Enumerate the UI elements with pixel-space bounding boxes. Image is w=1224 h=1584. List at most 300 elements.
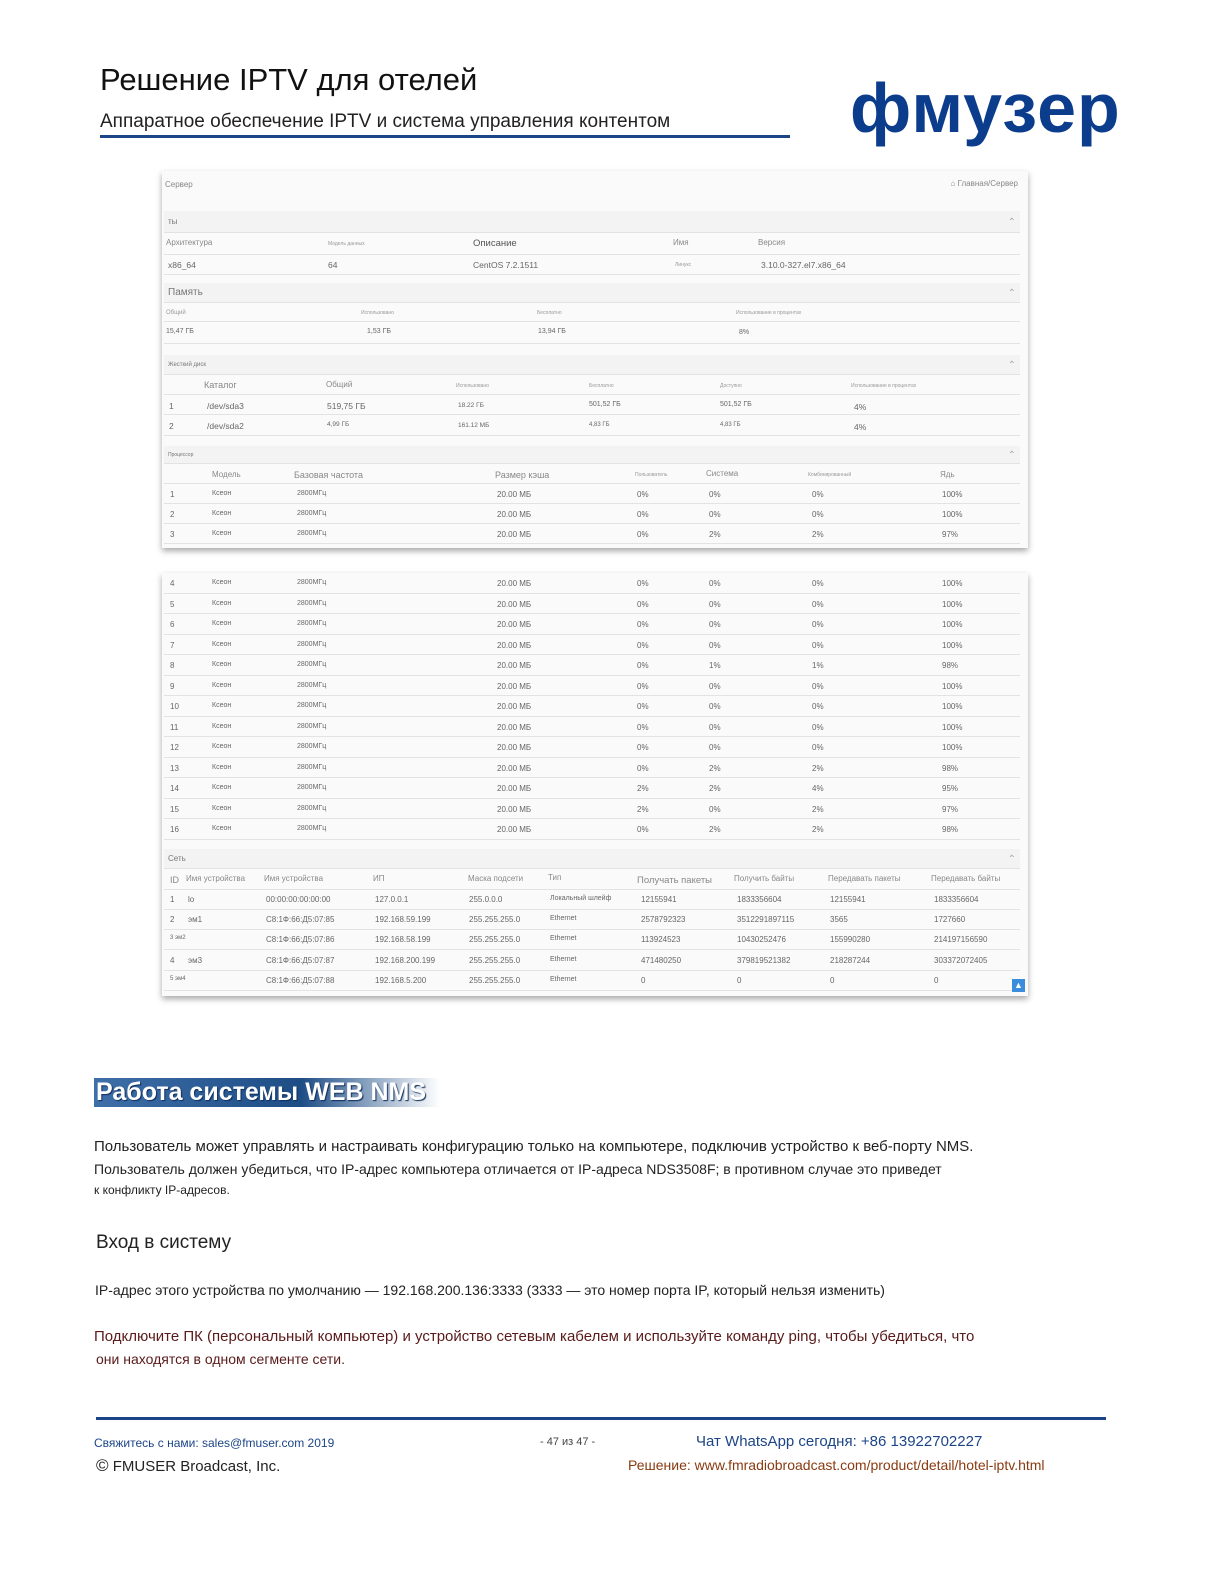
cpu-header: Размер кэша	[495, 470, 550, 480]
net-header: Имя устройства	[264, 874, 324, 883]
cpu-cell: 2%	[812, 804, 824, 814]
net-cell: 1833356604	[934, 895, 979, 904]
disk-panel-title: Жесткий диск	[168, 362, 207, 368]
cpu-cell: Ксеон	[212, 640, 232, 648]
net-cell: Ethernet	[550, 975, 577, 983]
net-header: Тип	[548, 873, 562, 882]
cpu-cell: 2800МГц	[297, 763, 327, 771]
cpu-cell: 100%	[942, 510, 963, 519]
cpu-cell: 0%	[812, 599, 824, 609]
header-divider	[100, 135, 790, 138]
cpu-cell: 2800МГц	[297, 661, 327, 668]
net-cell: 218287244	[830, 955, 871, 965]
cpu-cell: 2	[170, 510, 175, 519]
net-cell: эм1	[188, 915, 203, 925]
network-panel-header[interactable]	[164, 849, 1020, 869]
net-cell: 303372072405	[934, 955, 988, 965]
cpu-cell: 8	[170, 661, 175, 670]
net-cell: Ethernet	[550, 915, 577, 923]
chevron-up-icon[interactable]: ⌃	[1007, 217, 1016, 228]
net-cell: 3565	[830, 915, 848, 925]
table-row	[164, 415, 1020, 436]
chevron-up-icon[interactable]: ⌃	[1007, 288, 1016, 299]
net-cell: C8:1Ф:66:Д5:07:88	[266, 975, 335, 985]
net-cell: 0	[934, 975, 939, 985]
cpu-cell: 95%	[942, 784, 959, 793]
cpu-cell: 20.00 МБ	[497, 681, 532, 691]
cpu-cell: 7	[170, 640, 175, 650]
cpu-cell: Ксеон	[212, 530, 232, 537]
cpu-cell: 2800МГц	[297, 702, 327, 709]
net-cell: 4	[170, 955, 175, 965]
cpu-cell: 2%	[709, 530, 721, 539]
cpu-cell: 0%	[709, 804, 721, 814]
cpu-cell: 97%	[942, 530, 959, 539]
table-row	[164, 930, 1020, 950]
cpu-cell: 100%	[942, 490, 963, 499]
net-cell: 192.168.200.199	[375, 955, 436, 965]
net-cell: 5 эм4	[170, 975, 186, 982]
footer-company: © FMUSER Broadcast, Inc.	[96, 1456, 281, 1475]
net-cell: 12155941	[830, 895, 866, 904]
os-value-row	[164, 255, 1020, 275]
net-cell: 2	[170, 915, 175, 925]
cpu-cell: Ксеон	[212, 784, 232, 791]
cpu-cell: 4%	[812, 784, 824, 793]
cpu-cell: 100%	[942, 599, 963, 609]
disk-cell: 4,83 ГБ	[720, 422, 741, 428]
disk-panel-header[interactable]	[164, 355, 1020, 375]
cpu-cell: Ксеон	[212, 490, 232, 497]
cpu-cell: 14	[170, 784, 179, 793]
net-cell: 10430252476	[737, 935, 786, 945]
disk-cell: /dev/sda2	[207, 421, 244, 431]
disk-cell: 501,52 ГБ	[589, 401, 621, 408]
memory-value: 15,47 ГБ	[166, 328, 194, 335]
cpu-cell: 0%	[637, 579, 649, 588]
cpu-cell: 16	[170, 825, 179, 834]
network-header-row	[164, 870, 1020, 890]
cpu-cell: 0%	[637, 599, 649, 609]
cpu-cell: 15	[170, 804, 179, 814]
cpu-cell: 2%	[709, 763, 721, 773]
cpu-cell: 0%	[637, 702, 649, 711]
footer-whatsapp[interactable]: Чат WhatsApp сегодня: +86 13922702227	[696, 1433, 983, 1450]
cpu-cell: Ксеон	[212, 599, 232, 607]
cpu-cell: Ксеон	[212, 620, 232, 627]
net-cell: 379819521382	[737, 955, 791, 965]
cpu-cell: 98%	[942, 763, 959, 773]
cpu-cell: 0%	[709, 743, 721, 752]
net-cell: C8:1Ф:66:Д5:07:86	[266, 935, 335, 945]
os-panel-title: ты	[168, 217, 178, 226]
net-cell: 00:00:00:00:00:00	[266, 895, 331, 904]
cpu-header-row	[164, 465, 1020, 484]
page-title: Сервер	[165, 180, 193, 189]
os-label: Описание	[473, 238, 517, 249]
table-row	[164, 799, 1020, 820]
cpu-header: Ядь	[940, 470, 955, 479]
cpu-cell: 0%	[812, 579, 824, 588]
cpu-cell: 6	[170, 620, 175, 629]
cpu-cell: 20.00 МБ	[497, 599, 532, 609]
net-cell: Локальный шлейф	[550, 895, 612, 902]
cpu-cell: 2800МГц	[297, 825, 327, 832]
cpu-cell: 20.00 МБ	[497, 743, 532, 752]
cpu-cell: 2800МГц	[297, 599, 327, 607]
footer-contact[interactable]: Свяжитесь с нами: sales@fmuser.com 2019	[94, 1436, 335, 1450]
cpu-cell: 2800МГц	[297, 620, 327, 627]
net-cell: Ethernet	[550, 935, 577, 943]
disk-cell: 4,99 ГБ	[327, 421, 350, 428]
net-cell: C8:1Ф:66:Д5:07:87	[266, 955, 335, 965]
os-label: Имя	[673, 238, 689, 247]
paragraph: IP-адрес этого устройства по умолчанию — 192.168.200.136:3333 (3333 — это номер порта IP, который нельзя изменить)	[95, 1282, 885, 1298]
chevron-up-icon[interactable]: ⌃	[1007, 450, 1016, 461]
net-header: Передавать байты	[931, 874, 1001, 883]
disk-cell: 4%	[854, 422, 867, 432]
cpu-cell: 0%	[709, 722, 721, 732]
net-header: Имя устройства	[186, 874, 246, 883]
disk-cell: 519,75 ГБ	[327, 401, 366, 411]
cpu-cell: 1%	[812, 661, 824, 670]
cpu-cell: 0%	[709, 490, 721, 499]
cpu-cell: Ксеон	[212, 579, 232, 586]
paragraph: Подключите ПК (персональный компьютер) и устройство сетевым кабелем и используйте команду ping, чтобы убедиться, что	[94, 1328, 975, 1345]
net-cell: 192.168.5.200	[375, 975, 427, 985]
disk-header: Использование в процентах	[851, 383, 917, 389]
cpu-cell: 0%	[637, 763, 649, 773]
os-label: Версия	[758, 238, 786, 247]
net-cell: 127.0.0.1	[375, 895, 409, 904]
cpu-cell: 0%	[709, 579, 721, 588]
cpu-cell: 20.00 МБ	[497, 640, 532, 650]
net-cell: 0	[737, 975, 742, 985]
net-cell: 255.255.255.0	[469, 955, 521, 965]
cpu-panel-header[interactable]	[164, 446, 1020, 464]
section-heading: Работа системы WEB NMS	[94, 1078, 440, 1107]
net-cell: C8:1Ф:66:Д5:07:85	[266, 915, 335, 925]
cpu-cell: 2800МГц	[297, 722, 327, 730]
cpu-cell: 2%	[637, 784, 649, 793]
net-cell: 1	[170, 895, 175, 904]
net-cell: 214197156590	[934, 935, 988, 945]
cpu-cell: 20.00 МБ	[497, 784, 532, 793]
net-cell: 1727660	[934, 915, 966, 925]
cpu-cell: 2800МГц	[297, 579, 327, 586]
cpu-cell: 98%	[942, 825, 959, 834]
table-row	[164, 696, 1020, 717]
cpu-panel-title: Процессор	[168, 452, 194, 458]
disk-header: Использовано	[456, 383, 489, 389]
net-cell: 0	[830, 975, 835, 985]
cpu-cell: 2800МГц	[297, 510, 327, 517]
home-icon: ⌂	[950, 179, 958, 188]
cpu-cell: Ксеон	[212, 804, 232, 812]
cpu-cell: 2%	[709, 825, 721, 834]
cpu-cell: 2800МГц	[297, 804, 327, 812]
net-cell: 255.0.0.0	[469, 895, 503, 904]
cpu-cell: 0%	[812, 681, 824, 691]
page-number: - 47 из 47 -	[540, 1436, 596, 1448]
net-cell: lo	[188, 895, 195, 904]
table-row	[164, 737, 1020, 758]
table-row	[164, 655, 1020, 676]
cpu-cell: 0%	[637, 661, 649, 670]
net-cell: 3 эм2	[170, 935, 186, 942]
cpu-cell: 4	[170, 579, 175, 588]
cpu-cell: 2800МГц	[297, 743, 327, 750]
cpu-cell: 2%	[637, 804, 649, 814]
os-value: 64	[328, 260, 338, 270]
cpu-cell: 2800МГц	[297, 640, 327, 648]
cpu-cell: 0%	[637, 825, 649, 834]
server-screenshot-bottom	[162, 573, 1028, 996]
memory-value-row	[164, 322, 1020, 344]
cpu-cell: 20.00 МБ	[497, 702, 532, 711]
table-row	[164, 819, 1020, 840]
cpu-cell: 12	[170, 743, 179, 752]
cpu-cell: 2%	[812, 825, 824, 834]
table-row	[164, 395, 1020, 415]
table-row	[164, 778, 1020, 799]
cpu-cell: 0%	[812, 702, 824, 711]
disk-header: Доступно	[720, 383, 742, 389]
table-row	[164, 890, 1020, 910]
chevron-up-icon[interactable]: ⌃	[1007, 854, 1016, 865]
table-row	[164, 504, 1020, 524]
cpu-cell: 0%	[709, 702, 721, 711]
cpu-cell: 20.00 МБ	[497, 825, 532, 834]
memory-label-row	[164, 304, 1020, 322]
footer-divider	[96, 1417, 1106, 1420]
net-header: ИП	[373, 874, 385, 883]
cpu-cell: 5	[170, 599, 175, 609]
paragraph: они находятся в одном сегменте сети.	[96, 1351, 345, 1367]
cpu-cell: 100%	[942, 722, 963, 732]
memory-label: Использовано	[361, 310, 394, 316]
cpu-cell: 98%	[942, 661, 959, 670]
cpu-cell: 0%	[812, 722, 824, 732]
cpu-cell: 2%	[709, 784, 721, 793]
cpu-cell: 13	[170, 763, 179, 773]
cpu-cell: 1	[170, 490, 175, 499]
cpu-cell: 20.00 МБ	[497, 804, 532, 814]
cpu-cell: 0%	[709, 640, 721, 650]
cpu-cell: 11	[170, 722, 179, 732]
network-panel-title: Сеть	[168, 854, 186, 863]
net-cell: 192.168.58.199	[375, 935, 431, 945]
table-row	[164, 594, 1020, 615]
table-row	[164, 573, 1020, 594]
cpu-header: Пользователь	[635, 472, 668, 478]
table-row	[164, 951, 1020, 971]
cpu-header: Комбинированный	[808, 472, 852, 478]
footer-solution-link[interactable]: Решение: www.fmradiobroadcast.com/product/detail/hotel-iptv.html	[628, 1457, 1045, 1473]
os-label-row	[164, 233, 1020, 255]
cpu-cell: Ксеон	[212, 825, 232, 832]
memory-label: Использование в процентах	[736, 310, 802, 316]
memory-panel-title: Память	[168, 287, 203, 298]
paragraph: Пользователь может управлять и настраивать конфигурацию только на компьютере, подключив устройство к веб-порту NMS.	[94, 1138, 974, 1155]
disk-cell: 18.22 ГБ	[458, 402, 484, 409]
disk-header: Каталог	[204, 380, 237, 390]
table-row	[164, 717, 1020, 738]
memory-panel-header[interactable]	[164, 283, 1020, 303]
table-row	[164, 524, 1020, 544]
disk-cell: 161.12 МБ	[458, 422, 490, 429]
cpu-cell: 0%	[637, 722, 649, 732]
chevron-up-icon[interactable]: ⌃	[1007, 360, 1016, 371]
net-cell: 155990280	[830, 935, 871, 945]
disk-cell: 1	[169, 401, 174, 411]
cpu-cell: 100%	[942, 620, 963, 629]
cpu-cell: 0%	[709, 510, 721, 519]
cpu-cell: 0%	[709, 681, 721, 691]
table-row	[164, 676, 1020, 697]
memory-value: 13,94 ГБ	[538, 328, 566, 335]
cpu-cell: 0%	[812, 640, 824, 650]
cpu-cell: 20.00 МБ	[497, 490, 532, 499]
disk-cell: 4%	[854, 402, 867, 412]
cpu-cell: 0%	[637, 530, 649, 539]
cpu-header: Базовая частота	[294, 470, 363, 480]
cpu-cell: 2800МГц	[297, 530, 327, 537]
cpu-cell: Ксеон	[212, 763, 232, 771]
net-cell: 1833356604	[737, 895, 782, 904]
cpu-cell: 0%	[637, 640, 649, 650]
disk-cell: 501,52 ГБ	[720, 401, 752, 408]
cpu-cell: 0%	[637, 490, 649, 499]
cpu-cell: 2%	[812, 530, 824, 539]
cpu-cell: 100%	[942, 640, 963, 650]
cpu-cell: 20.00 МБ	[497, 530, 532, 539]
os-label: Архитектура	[166, 238, 213, 247]
cpu-cell: 2800МГц	[297, 490, 327, 497]
cpu-cell: 100%	[942, 702, 963, 711]
net-cell: эм3	[188, 955, 203, 965]
table-row	[164, 758, 1020, 779]
os-panel-header[interactable]	[164, 211, 1020, 233]
cpu-cell: 100%	[942, 743, 963, 752]
memory-label: Бесплатно	[537, 310, 562, 316]
breadcrumb[interactable]: ⌂ Главная/Сервер	[950, 179, 1018, 188]
net-header: Передавать пакеты	[828, 874, 901, 883]
memory-label: Общий	[166, 310, 186, 316]
disk-header: Бесплатно	[589, 383, 614, 389]
cpu-cell: 0%	[637, 620, 649, 629]
cpu-cell: 2%	[812, 763, 824, 773]
copyright-icon: ©	[96, 1456, 109, 1475]
table-row	[164, 484, 1020, 504]
server-screenshot-top	[162, 171, 1028, 548]
net-cell: 255.255.255.0	[469, 935, 521, 945]
cpu-cell: 97%	[942, 804, 959, 814]
cpu-cell: Ксеон	[212, 702, 232, 709]
cpu-cell: 20.00 МБ	[497, 661, 532, 670]
cpu-header: Система	[706, 469, 739, 478]
memory-value: 8%	[739, 329, 750, 336]
net-cell: 2578792323	[641, 915, 686, 925]
memory-value: 1,53 ГБ	[367, 328, 391, 335]
cpu-cell: 20.00 МБ	[497, 763, 532, 773]
cpu-cell: 2800МГц	[297, 681, 327, 689]
os-value: x86_64	[168, 260, 196, 270]
net-header: ID	[170, 875, 179, 885]
cpu-cell: 0%	[637, 681, 649, 691]
table-row	[164, 910, 1020, 930]
cpu-cell: 0%	[812, 510, 824, 519]
net-header: Получать пакеты	[637, 875, 712, 886]
cpu-cell: 0%	[709, 599, 721, 609]
cpu-cell: 20.00 МБ	[497, 620, 532, 629]
cpu-cell: 100%	[942, 681, 963, 691]
cpu-cell: 0%	[709, 620, 721, 629]
cpu-cell: Ксеон	[212, 722, 232, 730]
os-value: 3.10.0-327.el7.x86_64	[761, 260, 846, 270]
cpu-cell: 1%	[709, 661, 721, 670]
cpu-header: Модель	[212, 470, 241, 479]
cpu-cell: 10	[170, 702, 179, 711]
net-header: Получить байты	[734, 874, 795, 883]
cpu-cell: 20.00 МБ	[497, 510, 532, 519]
cpu-cell: 0%	[812, 743, 824, 752]
cpu-cell: 100%	[942, 579, 963, 588]
disk-cell: /dev/sda3	[207, 401, 244, 411]
disk-header-row	[164, 375, 1020, 395]
table-row	[164, 614, 1020, 635]
disk-header: Общий	[326, 380, 353, 389]
os-value: Линукс	[675, 262, 692, 268]
document-title: Решение IPTV для отелей	[100, 62, 478, 97]
cpu-cell: 0%	[637, 510, 649, 519]
paragraph: к конфликту IP-адресов.	[94, 1183, 230, 1197]
cpu-cell: 3	[170, 530, 175, 539]
net-cell: 113924523	[641, 935, 681, 945]
net-cell: 3512291897115	[737, 915, 795, 925]
net-cell: 471480250	[641, 955, 682, 965]
cpu-cell: 0%	[812, 490, 824, 499]
cpu-cell: 0%	[637, 743, 649, 752]
disk-cell: 2	[169, 421, 174, 431]
net-cell: 12155941	[641, 895, 677, 904]
net-cell: 255.255.255.0	[469, 975, 521, 985]
login-heading: Вход в систему	[96, 1232, 232, 1253]
net-header: Маска подсети	[468, 874, 524, 883]
table-row	[164, 971, 1020, 991]
disk-cell: 4,83 ГБ	[589, 422, 610, 428]
cpu-cell: Ксеон	[212, 743, 232, 750]
cpu-cell: 2800МГц	[297, 784, 327, 791]
scroll-top-button[interactable]: ▲	[1012, 979, 1025, 992]
cpu-cell: 9	[170, 681, 175, 691]
cpu-cell: Ксеон	[212, 681, 232, 689]
document-subtitle: Аппаратное обеспечение IPTV и система управления контентом	[100, 111, 671, 132]
cpu-cell: 0%	[812, 620, 824, 629]
net-cell: 192.168.59.199	[375, 915, 431, 925]
os-label: Модель данных	[328, 241, 365, 247]
os-value: CentOS 7.2.1511	[473, 260, 539, 270]
cpu-cell: 20.00 МБ	[497, 722, 532, 732]
net-cell: 255.255.255.0	[469, 915, 521, 925]
net-cell: Ethernet	[550, 955, 577, 963]
table-row	[164, 635, 1020, 656]
cpu-cell: Ксеон	[212, 510, 232, 517]
brand-logo: фмузер	[850, 69, 1121, 147]
net-cell: 0	[641, 975, 646, 985]
cpu-cell: 20.00 МБ	[497, 579, 532, 588]
paragraph: Пользователь должен убедиться, что IP-адрес компьютера отличается от IP-адреса NDS3508F; в противном случае это приведет	[94, 1161, 942, 1177]
